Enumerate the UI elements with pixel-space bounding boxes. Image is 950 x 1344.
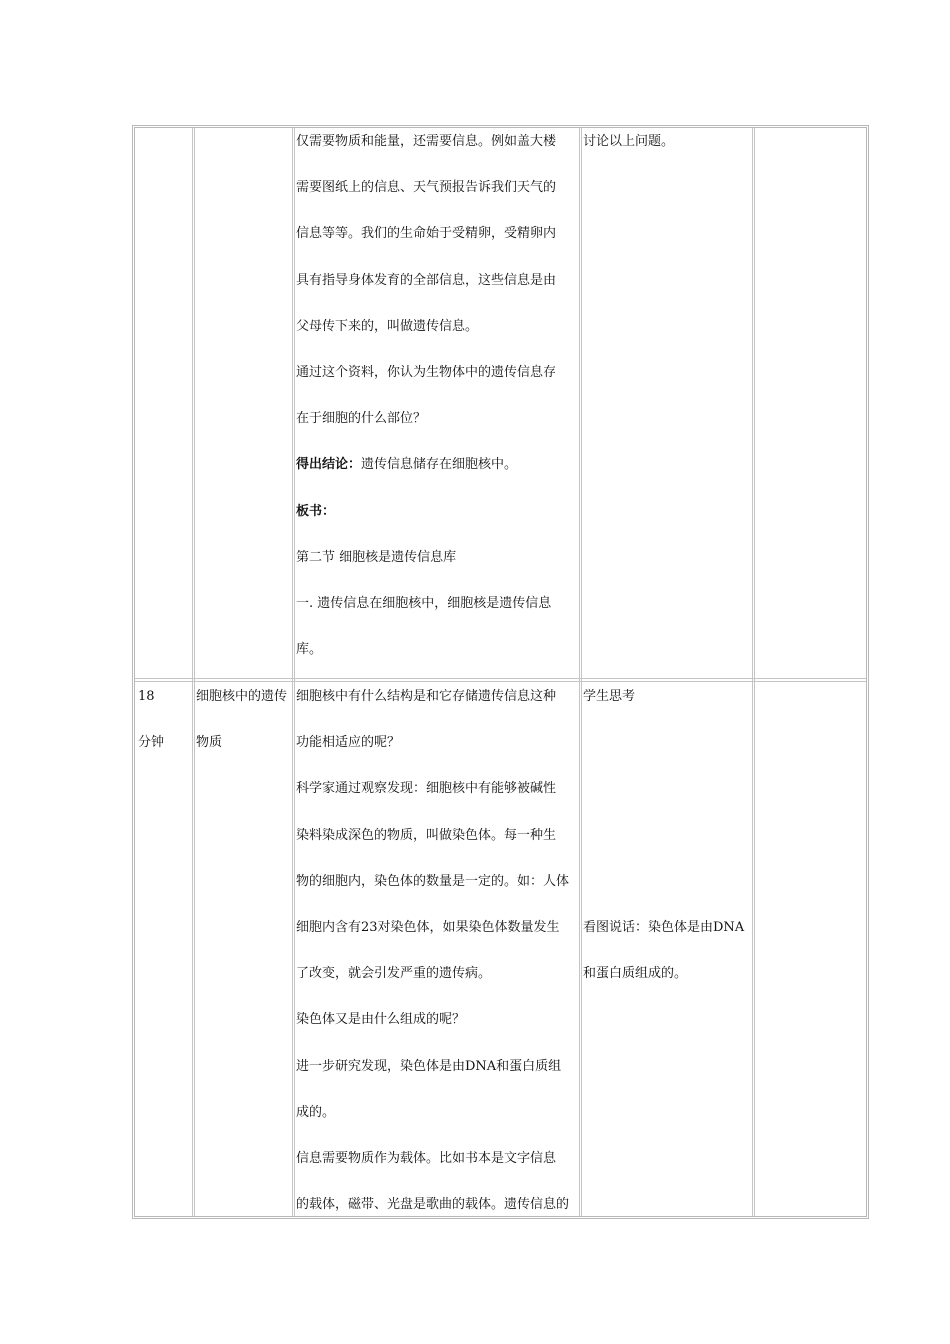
row1-student-cell <box>583 119 752 165</box>
student-line: 和蛋白质组成的。 <box>583 966 688 982</box>
row2-time-cell <box>138 674 192 766</box>
column-divider-4 <box>752 128 755 1216</box>
content-line: 父母传下来的，叫做遗传信息。 <box>296 318 479 334</box>
content-line: 细胞内含有23对染色体，如果染色体数量发生 <box>296 920 560 936</box>
student-activity: 讨论以上问题。 <box>583 134 675 149</box>
column-divider-1 <box>192 128 195 1216</box>
row2-student-cell-top <box>583 674 752 720</box>
content-line: 进一步研究发现，染色体是由DNA和蛋白质组 <box>296 1058 562 1074</box>
student-line: 学生思考 <box>583 689 636 704</box>
conclusion-label: 得出结论： <box>296 457 362 473</box>
row2-topic-cell <box>196 674 292 766</box>
content-line: 仅需要物质和能量，还需要信息。例如盖大楼 <box>296 134 557 149</box>
content-line: 信息需要物质作为载体。比如书本是文字信息 <box>296 1151 557 1167</box>
board-line: 第二节 细胞核是遗传信息库 <box>296 549 457 565</box>
topic-line: 细胞核中的遗传 <box>196 689 288 704</box>
content-line: 科学家通过观察发现：细胞核中有能够被碱性 <box>296 781 557 797</box>
student-line: 看图说话：染色体是由DNA <box>583 920 745 935</box>
content-line: 染料染成深色的物质，叫做染色体。每一种生 <box>296 827 557 843</box>
content-line: 功能相适应的呢？ <box>296 735 401 751</box>
column-divider-2 <box>292 128 295 1216</box>
row1-content-cell <box>296 119 579 673</box>
content-line: 需要图纸上的信息、天气预报告诉我们天气的 <box>296 180 557 196</box>
board-line: 库。 <box>296 642 323 658</box>
conclusion-text: 遗传信息储存在细胞核中。 <box>361 457 518 473</box>
time-line: 18 <box>138 689 155 704</box>
lesson-plan-table <box>132 125 869 1219</box>
content-line: 通过这个资料，你认为生物体中的遗传信息存 <box>296 365 557 381</box>
content-line: 了改变，就会引发严重的遗传病。 <box>296 966 492 982</box>
content-line: 物的细胞内，染色体的数量是一定的。如：人体 <box>296 873 570 889</box>
conclusion-line <box>296 442 579 488</box>
content-line: 成的。 <box>296 1104 336 1120</box>
content-line: 的载体，磁带、光盘是歌曲的载体。遗传信息的 <box>296 1197 570 1213</box>
topic-line: 物质 <box>196 735 223 751</box>
content-line: 在于细胞的什么部位？ <box>296 411 427 427</box>
row2-content-cell <box>296 674 579 1228</box>
board-label: 板书： <box>296 503 336 519</box>
content-line: 细胞核中有什么结构是和它存储遗传信息这种 <box>296 689 557 704</box>
board-line: 一. 遗传信息在细胞核中，细胞核是遗传信息 <box>296 596 552 612</box>
row2-student-cell-mid <box>583 905 752 997</box>
content-line: 具有指导身体发育的全部信息，这些信息是由 <box>296 272 557 288</box>
content-line: 染色体又是由什么组成的呢？ <box>296 1012 466 1028</box>
column-divider-3 <box>579 128 582 1216</box>
time-line: 分钟 <box>138 735 165 751</box>
content-line: 信息等等。我们的生命始于受精卵，受精卵内 <box>296 226 557 242</box>
